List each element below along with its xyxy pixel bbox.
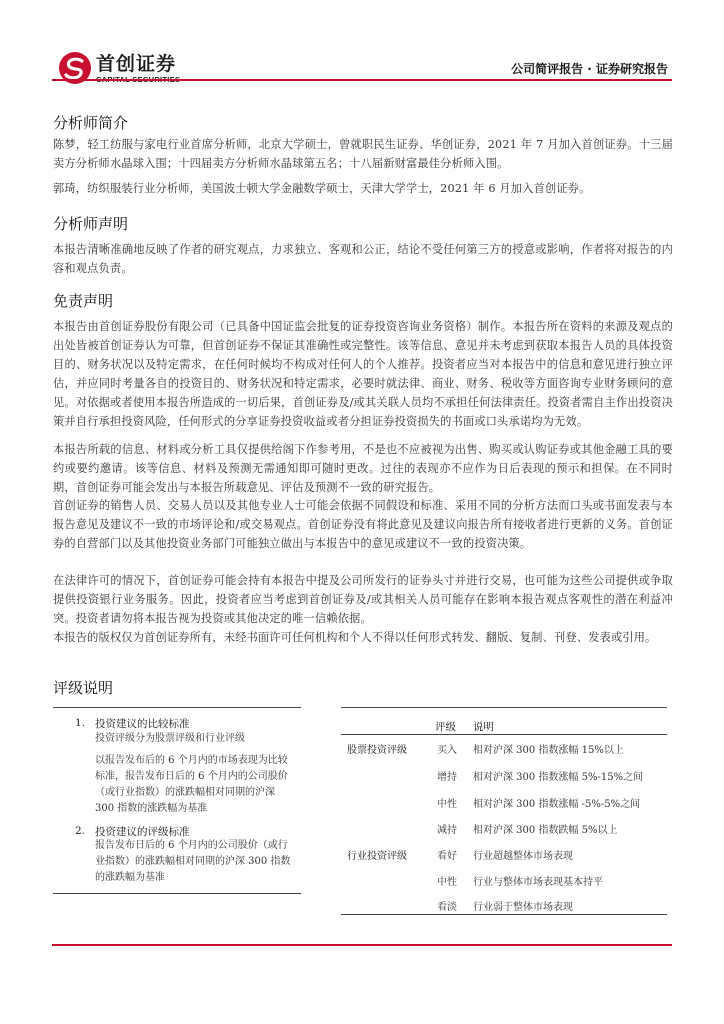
rating-criteria-top-rule <box>53 707 301 708</box>
item-1-line-2: 以报告发布后的 6 个月内的市场表现为比较标准，报告发布日后的 6 个月内的公司股价（或行业指数）的涨跌幅相对同期的沪深 300 指数的涨跌幅为基准 <box>95 755 288 814</box>
table-header-rule <box>341 734 667 735</box>
logo-cn-text: 首创证券 <box>96 52 177 75</box>
disclaimer-p3: 首创证券的销售人员、交易人员以及其他专业人士可能会依据不同假设和标准、采用不同的分析方法而口头或书面发表与本报告意见及建议不一致的市场评论和/或交易观点。首创证券没有将此意见及建议向报告所有接收者进行更新的义务。首创证券的自营部门以及其他投资业务部门可能独立做出与本报告中的意见或建议不一致的投资决策。 <box>53 499 673 550</box>
industry-rating-desc: 行业与整体市场表现基本持平 <box>473 877 603 888</box>
stock-rating-category: 股票投资评级 <box>347 745 407 756</box>
rating-table <box>341 707 667 915</box>
stock-rating-desc: 相对沪深 300 指数涨幅 5%-15%之间 <box>473 772 644 783</box>
rating-title: 评级说明 <box>53 679 114 697</box>
stock-rating-name: 减持 <box>437 825 457 836</box>
item-1-heading: 投资建议的比较标准 <box>95 718 190 730</box>
industry-rating-category: 行业投资评级 <box>347 851 407 862</box>
industry-rating-name: 中性 <box>437 877 457 888</box>
disclaimer-title: 免责声明 <box>53 292 114 310</box>
stock-rating-name: 增持 <box>437 772 457 783</box>
table-header-description: 说明 <box>473 721 494 733</box>
item-1-line-1: 投资评级分为股票评级和行业评级 <box>95 733 245 744</box>
analyst-statement-title: 分析师声明 <box>53 215 129 233</box>
rating-criteria-bottom-rule <box>53 893 301 894</box>
disclaimer-p5: 本报告的版权仅为首创证券所有，未经书面许可任何机构和个人不得以任何形式转发、翻版、复制、刊登、发表或引用。 <box>53 631 657 644</box>
item-number: 1. <box>75 717 86 729</box>
industry-rating-desc: 行业弱于整体市场表现 <box>473 902 573 913</box>
stock-rating-desc: 相对沪深 300 指数涨幅 15%以上 <box>473 745 624 756</box>
stock-rating-desc: 相对沪深 300 指数涨幅 -5%-5%之间 <box>473 799 641 810</box>
disclaimer-p4: 在法律许可的情况下，首创证券可能会持有本报告中提及公司所发行的证券头寸并进行交易，也可能为这些公司提供或争取提供投资银行业务服务。因此，投资者应当考虑到首创证券及/或其相关人员可能存在影响本报告观点客观性的潜在利益冲突。投资者请勿将本报告视为投资或其他决定的唯一信赖依据。 <box>53 574 673 625</box>
analyst-intro-title: 分析师简介 <box>53 114 129 132</box>
stock-rating-name: 中性 <box>437 799 457 810</box>
analyst-intro-p1: 陈梦，轻工纺服与家电行业首席分析师，北京大学硕士，曾就职民生证券、华创证券，2021 年 7 月加入首创证券。十三届卖方分析师水晶球入围；十四届卖方分析师水晶球第五名；十八届新财富最佳分析师入围。 <box>53 138 673 170</box>
table-bottom-rule <box>341 914 667 915</box>
item-2-heading: 投资建议的评级标准 <box>95 826 190 838</box>
item-number: 2. <box>75 825 86 837</box>
analyst-intro-p2: 郭琦，纺织服装行业分析师，美国波士顿大学金融数学硕士，天津大学学士，2021 年 6 月加入首创证券。 <box>53 182 591 195</box>
item-2-line-1: 报告发布日后的 6 个月内的公司股价（或行业指数）的涨跌幅相对同期的沪深 300 指数的涨跌幅为基准 <box>95 840 291 883</box>
stock-rating-name: 买入 <box>437 745 457 756</box>
rating-criteria <box>53 707 301 883</box>
industry-rating-name: 看淡 <box>437 902 457 913</box>
stock-rating-desc: 相对沪深 300 指数跌幅 5%以上 <box>473 825 618 836</box>
header-divider <box>52 79 672 81</box>
industry-rating-desc: 行业超越整体市场表现 <box>473 851 573 862</box>
footer-divider <box>52 944 672 946</box>
disclaimer-p2: 本报告所载的信息、材料或分析工具仅提供给阁下作参考用，不是也不应被视为出售、购买或认购证券或其他金融工具的要约或要约邀请。该等信息、材料及预测无需通知即可随时更改。过往的表现亦不应作为日后表现的预示和担保。在不同时期，首创证券可能会发出与本报告所载意见、评估及预测不一致的研究报告。 <box>53 443 673 494</box>
report-type: 公司简评报告 · 证券研究报告 <box>511 62 668 76</box>
table-top-rule <box>341 707 667 708</box>
disclaimer-p1: 本报告由首创证券股份有限公司（已具备中国证监会批复的证券投资咨询业务资格）制作。本报告所在资料的来源及观点的出处皆被首创证券认为可靠，但首创证券不保证其准确性或完整性。该等信息、意见并未考虑到获取本报告人员的具体投资目的、财务状况以及特定需求，在任何时候均不构成对任何人的个人推荐。投资者应当对本报告中的信息和意见进行独立评估，并应同时考量各自的投资目的、财务状况和特定需求，必要时就法律、商业、财务、税收等方面咨询专业财务顾问的意见。对依据或者使用本报告所造成的一切后果，首创证券及/或其关联人员均不承担任何法律责任。投资者需自主作出投资决策并自行承担投资风险，任何形式的分享证券投资收益或者分担证券投资损失的书面或口头承诺均为无效。 <box>53 320 673 428</box>
analyst-statement-p1: 本报告清晰准确地反映了作者的研究观点，力求独立、客观和公正，结论不受任何第三方的授意或影响，作者将对报告的内容和观点负责。 <box>53 243 673 275</box>
table-header-rating: 评级 <box>435 721 456 733</box>
industry-rating-name: 看好 <box>437 851 457 862</box>
